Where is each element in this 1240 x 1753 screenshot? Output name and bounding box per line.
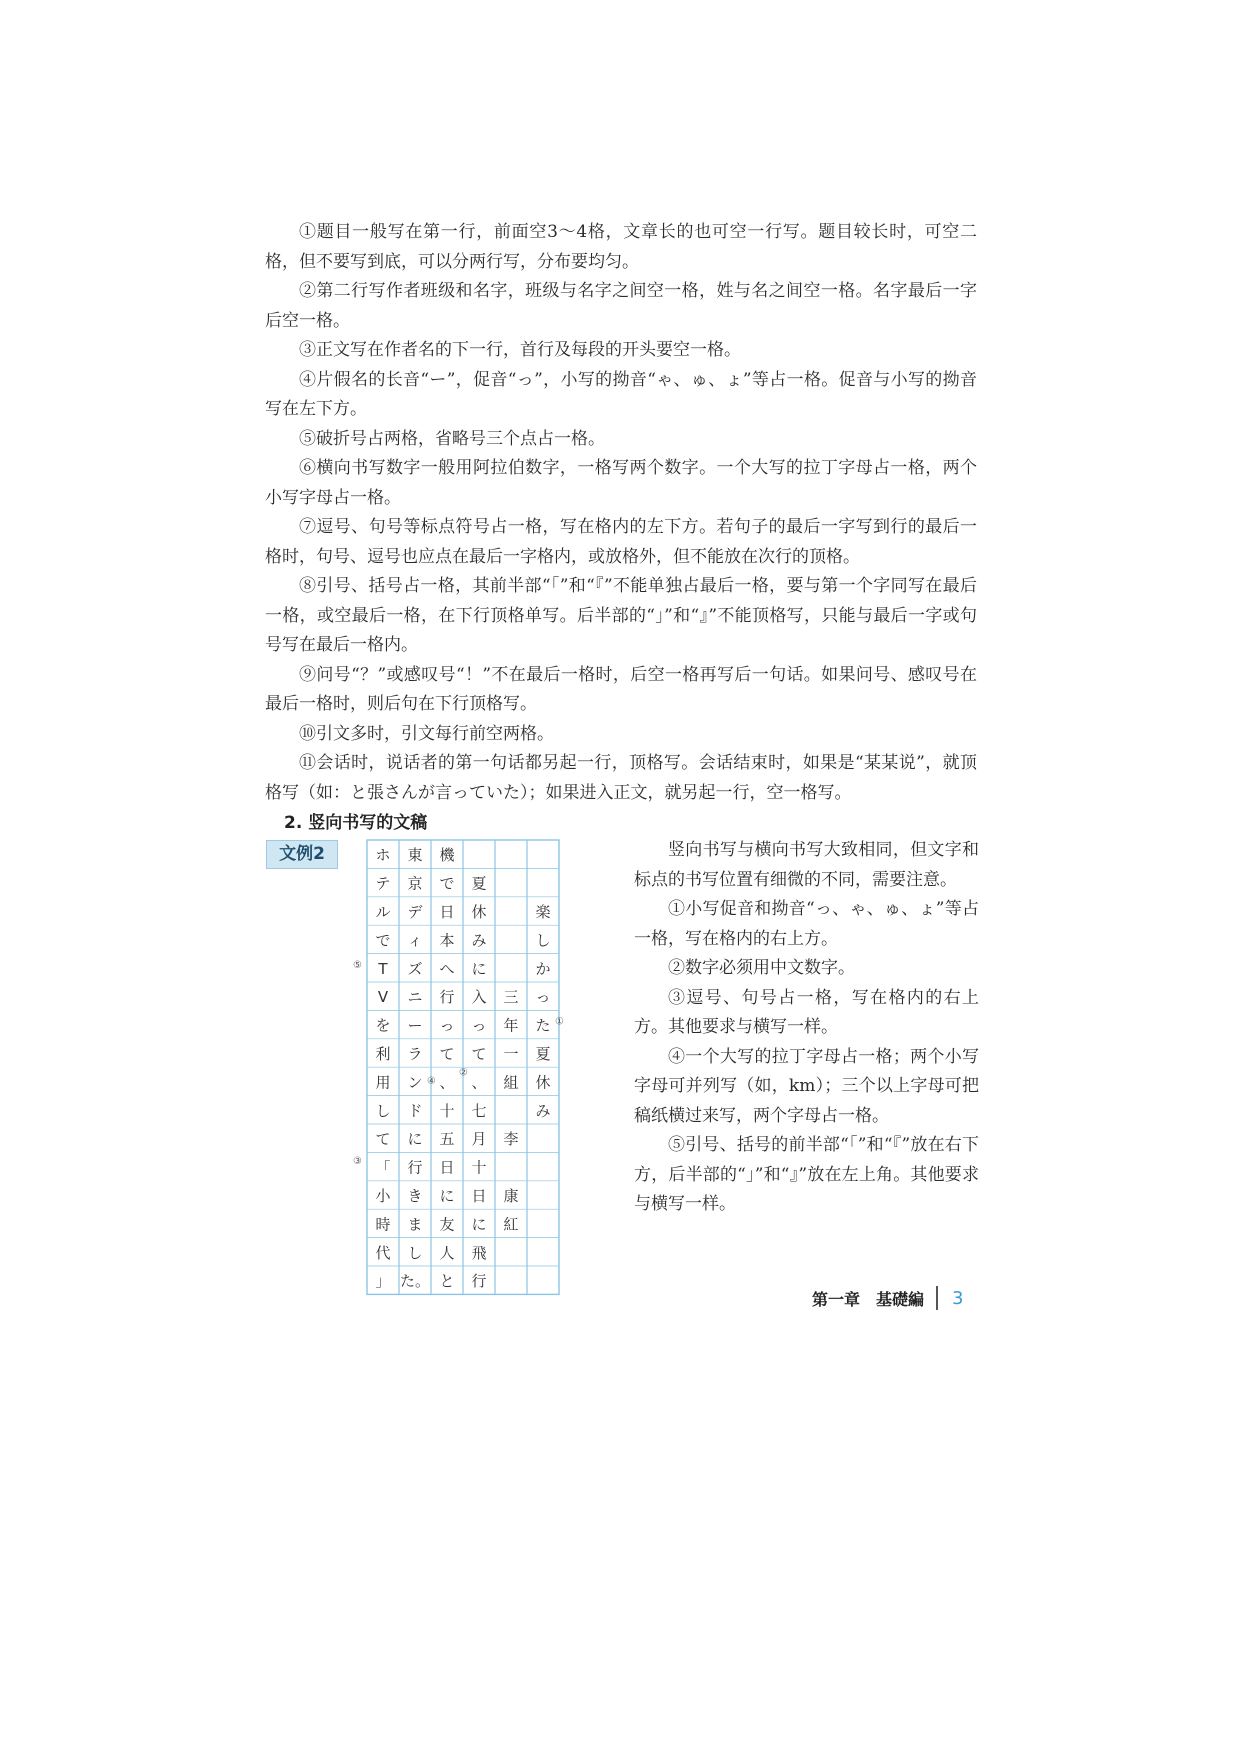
manuscript-char: 楽 [535,903,551,921]
rule-5: ⑤破折号占两格，省略号三个点占一格。 [299,428,605,449]
manuscript-char: デ [407,903,423,921]
manuscript-char: 康 [503,1187,519,1205]
manuscript-char: 「 [375,1158,391,1177]
manuscript-char: 十 [471,1158,487,1177]
manuscript-char: し [535,931,551,950]
manuscript-char: 、 [471,1073,487,1092]
manuscript-char: ホ [375,846,391,865]
manuscript-char: で [439,874,455,893]
side-note-1: ①小写促音和拗音“っ、ゃ、ゅ、ょ”等占一格，写在格内的右上方。 [634,899,979,949]
manuscript-char: と [439,1272,455,1291]
manuscript-char: 日 [439,903,455,921]
manuscript-char: み [535,1101,551,1120]
manuscript-char: 本 [439,931,455,950]
annotation-marker: ③ [353,1155,362,1167]
manuscript-char: ー [407,1016,423,1035]
manuscript-char: 時 [375,1215,391,1234]
manuscript-char: 東 [407,846,423,865]
manuscript-char: 休 [535,1073,551,1092]
manuscript-char: 行 [407,1158,423,1177]
manuscript-char: 休 [471,903,487,921]
annotation-marker: ① [555,1016,564,1028]
annotation-marker: ⑤ [353,959,362,971]
manuscript-char: 小 [375,1187,391,1205]
rule-3: ③正文写在作者名的下一行，首行及每段的开头要空一格。 [299,340,741,360]
page-number: 3 [952,1287,964,1309]
rule-1: ①题目一般写在第一行，前面空3～4格，文章长的也可空一行写。题目较长时，可空二格，但不要写到底，可以分两行写，分布要均匀。 [265,222,977,272]
manuscript-char: 紅 [503,1215,519,1234]
manuscript-char: た。 [399,1272,431,1291]
side-note-5: ⑤引号、括号的前半部“「”和“『”放在右下方，后半部的“」”和“』”放在左上角。其他要求与横写一样。 [634,1135,979,1214]
manuscript-char: 五 [439,1130,455,1149]
manuscript-char: 利 [375,1045,391,1063]
page-footer [812,1284,963,1312]
manuscript-char: 用 [375,1073,391,1092]
manuscript-char: し [375,1101,391,1120]
side-note-3: ③逗号、句号占一格，写在格内的右上方。其他要求与横写一样。 [634,987,979,1037]
manuscript-char: 李 [503,1130,519,1149]
manuscript-char: 」 [375,1272,391,1291]
manuscript-char: 三 [503,988,519,1007]
manuscript-char: T [378,959,388,978]
manuscript-char: ラ [407,1045,423,1063]
manuscript-char: き [407,1187,423,1205]
manuscript-char: 飛 [471,1243,487,1262]
manuscript-char: に [471,959,487,978]
rule-9: ⑨问号“？”或感叹号“！”不在最后一格时，后空一格再写后一句话。如果问号、感叹号在最后一格时，则后句在下行顶格写。 [265,664,977,714]
manuscript-char: 、 [439,1073,455,1092]
manuscript-char: て [471,1045,487,1063]
manuscript-char: 代 [375,1243,391,1262]
footer-divider [936,1286,938,1310]
manuscript-char: ル [375,903,391,921]
manuscript-char: っ [471,1016,487,1035]
manuscript-char: へ [439,959,455,978]
rule-2: ②第二行写作者班级和名字，班级与名字之间空一格，姓与名之间空一格。名字最后一字后空一格。 [265,281,977,331]
manuscript-char: 京 [407,874,423,893]
manuscript-char: 一 [503,1045,519,1063]
manuscript-char: 月 [471,1130,487,1149]
manuscript-char: に [407,1130,423,1149]
manuscript-char: か [535,959,551,978]
section-heading: 2. 竖向书写的文稿 [284,813,428,833]
manuscript-char: 人 [439,1243,455,1262]
rule-7: ⑦逗号、句号等标点符号占一格，写在格内的左下方。若句子的最后一字写到行的最后一格时，句号、逗号也应点在最后一字格内，或放格外，但不能放在次行的顶格。 [265,517,977,567]
manuscript-char: て [439,1045,455,1063]
manuscript-char: テ [375,874,391,893]
manuscript-char: 機 [439,846,455,865]
manuscript-char: っ [535,988,551,1007]
manuscript-char: ニ [407,988,423,1007]
example-badge: 文例2 [266,840,338,869]
manuscript-char: V [377,988,389,1007]
manuscript-char: 日 [439,1158,455,1177]
manuscript-char: ン [407,1073,423,1092]
manuscript-char: た [535,1016,551,1035]
manuscript-char: 夏 [471,874,487,893]
rule-4: ④片假名的长音“ー”，促音“っ”，小写的拗音“ゃ、ゅ、ょ”等占一格。促音与小写的拗音写在左下方。 [265,369,977,419]
manuscript-char: み [471,931,487,950]
manuscript-char: ま [407,1215,423,1234]
manuscript-char: 十 [439,1101,455,1120]
manuscript-char: で [375,931,391,950]
manuscript-char: ィ [407,931,423,950]
manuscript-grid [353,840,567,1310]
side-note-2: ②数字必须用中文数字。 [668,958,855,978]
manuscript-char: 友 [439,1215,455,1234]
manuscript-char: ド [407,1101,423,1120]
manuscript-char: ズ [407,959,423,978]
manuscript-char: に [439,1187,455,1205]
manuscript-char: 行 [471,1272,487,1291]
side-note-intro: 竖向书写与横向书写大致相同，但文字和标点的书写位置有细微的不同，需要注意。 [634,840,979,890]
side-note-4: ④一个大写的拉丁字母占一格；两个小写字母可并列写（如，km）；三个以上字母可把稿纸横过来写，两个字母占一格。 [634,1046,979,1126]
manuscript-char: 入 [471,988,487,1007]
manuscript-char: 七 [471,1101,487,1120]
manuscript-char: し [407,1243,423,1262]
rule-6: ⑥横向书写数字一般用阿拉伯数字，一格写两个数字。一个大写的拉丁字母占一格，两个小写字母占一格。 [265,458,977,508]
manuscript-char: 年 [503,1016,519,1035]
rules-list [265,218,977,808]
manuscript-char: 夏 [535,1045,551,1063]
manuscript-char: を [375,1016,391,1035]
manuscript-char: 行 [439,988,455,1007]
manuscript-char: っ [439,1016,455,1035]
manuscript-char: て [375,1130,391,1149]
rule-10: ⑩引文多时，引文每行前空两格。 [299,723,554,744]
rule-8: ⑧引号、括号占一格，其前半部“「”和“『”不能单独占最后一格，要与第一个字同写在最后一格，或空最后一格，在下行顶格单写。后半部的“」”和“』”不能顶格写，只能与最后一字或句号写在最后一格内。 [265,576,977,655]
annotation-marker: ② [459,1067,468,1079]
side-notes [634,836,979,1220]
annotation-marker: ④ [427,1076,436,1088]
manuscript-char: 日 [471,1187,487,1205]
manuscript-char: に [471,1215,487,1234]
manuscript-char: 組 [503,1073,519,1092]
rule-11: ⑪会话时，说话者的第一句话都另起一行，顶格写。会话结束时，如果是“某某说”，就顶格写（如：と張さんが言っていた）；如果进入正文，就另起一行，空一格写。 [265,753,977,803]
chapter-label: 第一章 基礎編 [812,1289,925,1309]
